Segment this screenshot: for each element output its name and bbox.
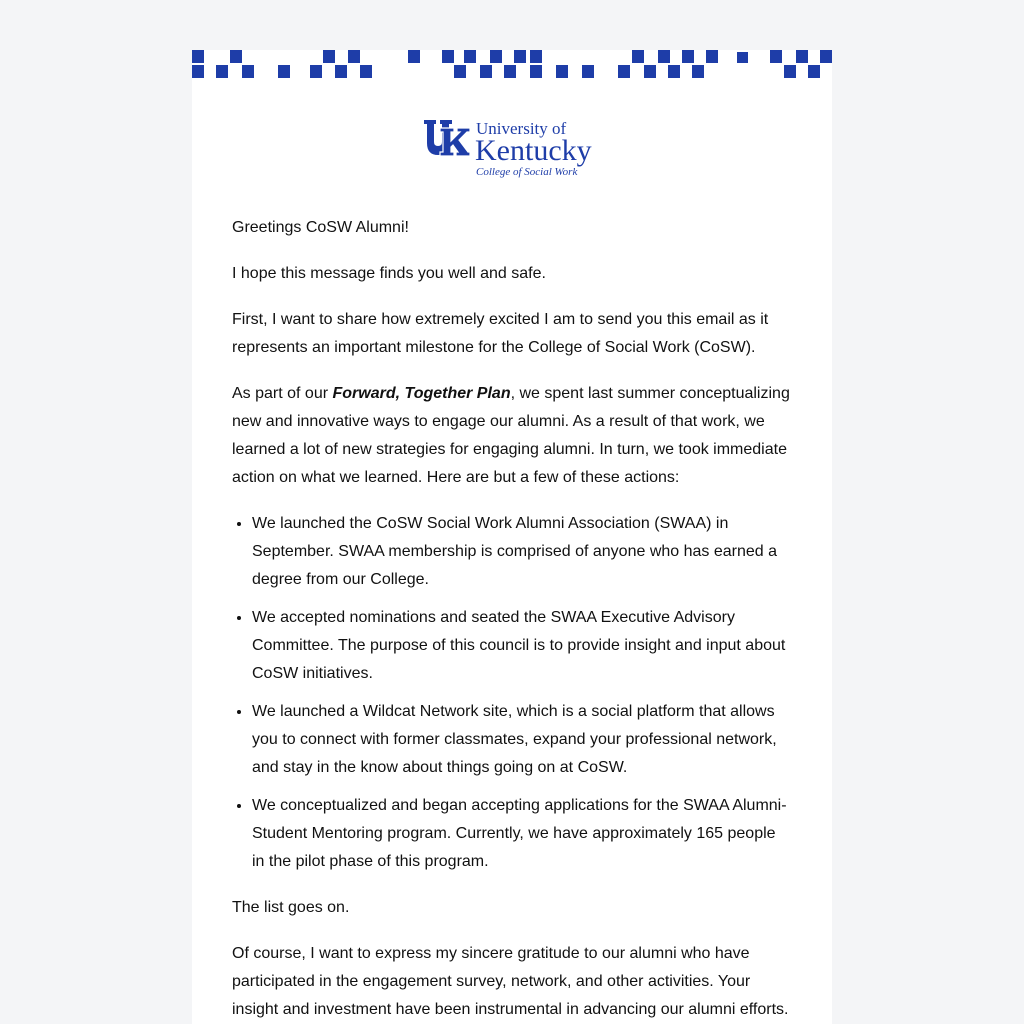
actions-list [232, 510, 792, 876]
logo-line-1: University of [476, 119, 567, 138]
email-body [232, 214, 792, 1024]
list-item: • We conceptualized and began accepting applications for the SWAA Alumni-Student Mentoring program. Currently, we have approximately 165 people in the pilot phase of this program. [252, 792, 792, 876]
logo-line-3: College of Social Work [476, 166, 578, 178]
paragraph-list-continues: The list goes on. [232, 899, 350, 916]
paragraph-milestone: First, I want to share how extremely excited I am to send you this email as it represents an important milestone for the College of Social Work (CoSW). [232, 311, 769, 356]
paragraph-plan [232, 380, 792, 492]
email-card [192, 50, 832, 1024]
greeting: Greetings CoSW Alumni! [232, 219, 409, 236]
list-item: • We launched the CoSW Social Work Alumni Association (SWAA) in September. SWAA membership is comprised of anyone who has earned a degree from our College. [252, 510, 792, 594]
paragraph-wellbeing: I hope this message finds you well and safe. [232, 265, 546, 282]
checkerboard-banner [192, 50, 832, 78]
logo-line-2: Kentucky [475, 134, 592, 167]
list-item: • We launched a Wildcat Network site, which is a social platform that allows you to connect with former classmates, expand your professional network, and stay in the know about things going on at CoSW. [252, 698, 792, 782]
university-logo [422, 118, 602, 180]
plan-description-text: , we spent last summer conceptualizing new and innovative ways to engage our alumni. As a result of that work, we learned a lot of new strategies for engaging alumni. In turn, we took immediate action on what we learned. Here are but a few of these actions: [232, 385, 790, 486]
paragraph-gratitude: Of course, I want to express my sincere gratitude to our alumni who have participated in the engagement survey, network, and other activities. Your insight and investment have been instrumental in advancing our alumni efforts. [232, 945, 789, 1018]
plan-name: Forward, Together Plan [332, 385, 511, 402]
uk-monogram-icon [424, 120, 470, 156]
list-item: • We accepted nominations and seated the SWAA Executive Advisory Committee. The purpose of this council is to provide insight and input about CoSW initiatives. [252, 604, 792, 688]
plan-intro-text: As part of our [232, 385, 333, 402]
